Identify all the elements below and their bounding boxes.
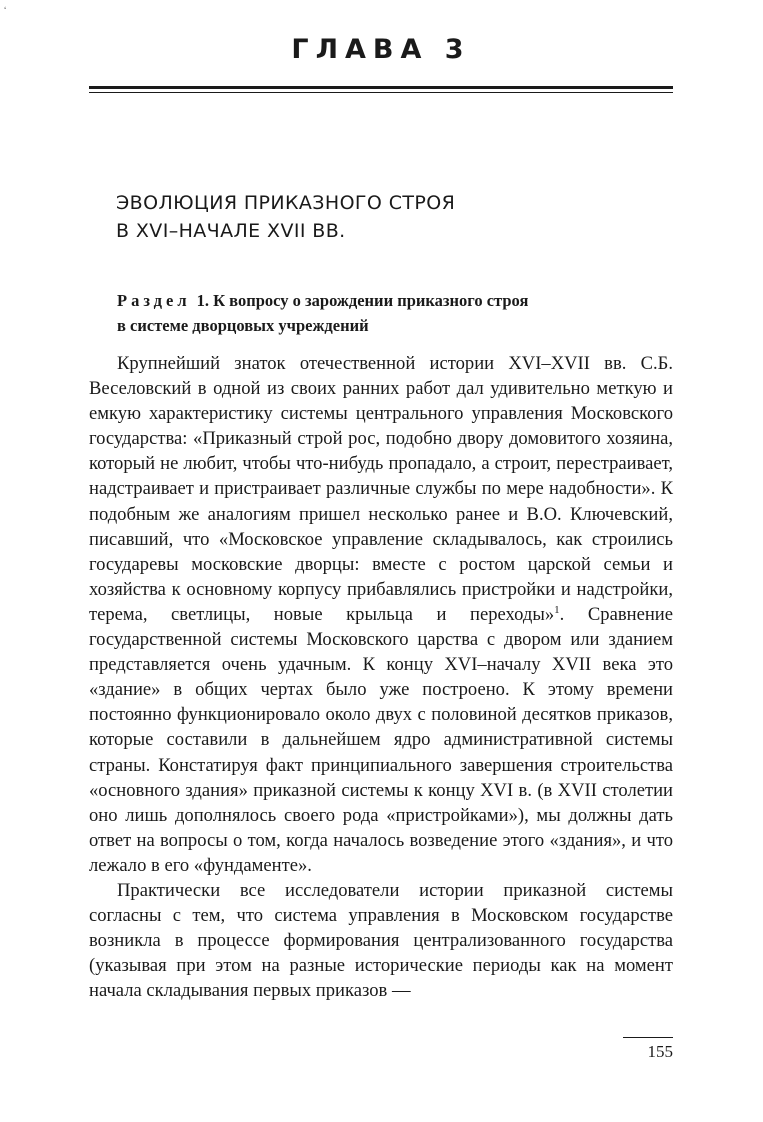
chapter-title bbox=[116, 189, 455, 245]
paragraph-2: Практически все исследователи истории приказной системы согласны с тем, что система управления в Московском государстве возникла в процессе формирования централизованного государства (указывая при этом на разные исторические периоды как на момент начала складывания первых приказов — bbox=[89, 879, 673, 1002]
chapter-title-line-1: ЭВОЛЮЦИЯ ПРИКАЗНОГО СТРОЯ bbox=[116, 192, 456, 214]
chapter-title-line-2: В XVI–НАЧАЛЕ XVII ВВ. bbox=[116, 220, 346, 242]
paragraph-1 bbox=[89, 351, 673, 878]
chapter-heading: ГЛАВА 3 bbox=[291, 34, 471, 65]
section-title-line-2: в системе дворцовых учреждений bbox=[117, 316, 369, 335]
footnote-marker: 1 bbox=[554, 603, 560, 616]
paragraph-1-rest: . Сравнение государственной системы Московского царства с двором или зданием представляется очень удачным. К концу XVI–началу XVII века это «здание» в общих чертах было уже построено. К этому времени постоянно функционировало около двух с половиной десятков приказов, которые составили в дальнейшем ядро административной системы страны. Констатируя факт принципиального завершения строительства «основного здания» приказной системы к концу XVI в. (в XVII столетии оно лишь дополнялось своего рода «пристройками»), мы должны дать ответ на вопросы о том, когда началось возведение этого «здания», и что лежало в его «фундаменте». bbox=[89, 603, 673, 876]
section-label: Раздел bbox=[117, 291, 191, 310]
section-heading bbox=[117, 288, 528, 338]
chapter-rule-thick bbox=[89, 86, 673, 89]
page-number: 155 bbox=[623, 1037, 673, 1062]
body-text bbox=[89, 351, 673, 1003]
paragraph-1-main: Крупнейший знаток отечественной истории XVI–XVII вв. С.Б. Веселовский в одной из своих ранних работ дал удивительно меткую и емкую характеристику системы центрального управления Московского государства: «Приказный строй рос, подобно двору домовитого хозяина, который не любит, чтобы что-нибудь пропадало, а строит, перестраивает, надстраивает и пристраивает различные службы по мере надобности». К подобным же аналогиям пришел несколько ранее и В.О. Ключевский, писавший, что «Московское управление складывалось, как строились государевы московские дворцы: вместе с ростом царской семьи и хозяйства к основному корпусу прибавлялись пристройки и надстройки, терема, светлицы, новые крыльца и переходы» bbox=[89, 353, 673, 625]
section-title-line-1: 1. К вопросу о зарождении приказного строя bbox=[196, 291, 529, 310]
corner-mark: ʻ bbox=[4, 6, 7, 17]
chapter-rule-thin bbox=[89, 92, 673, 93]
